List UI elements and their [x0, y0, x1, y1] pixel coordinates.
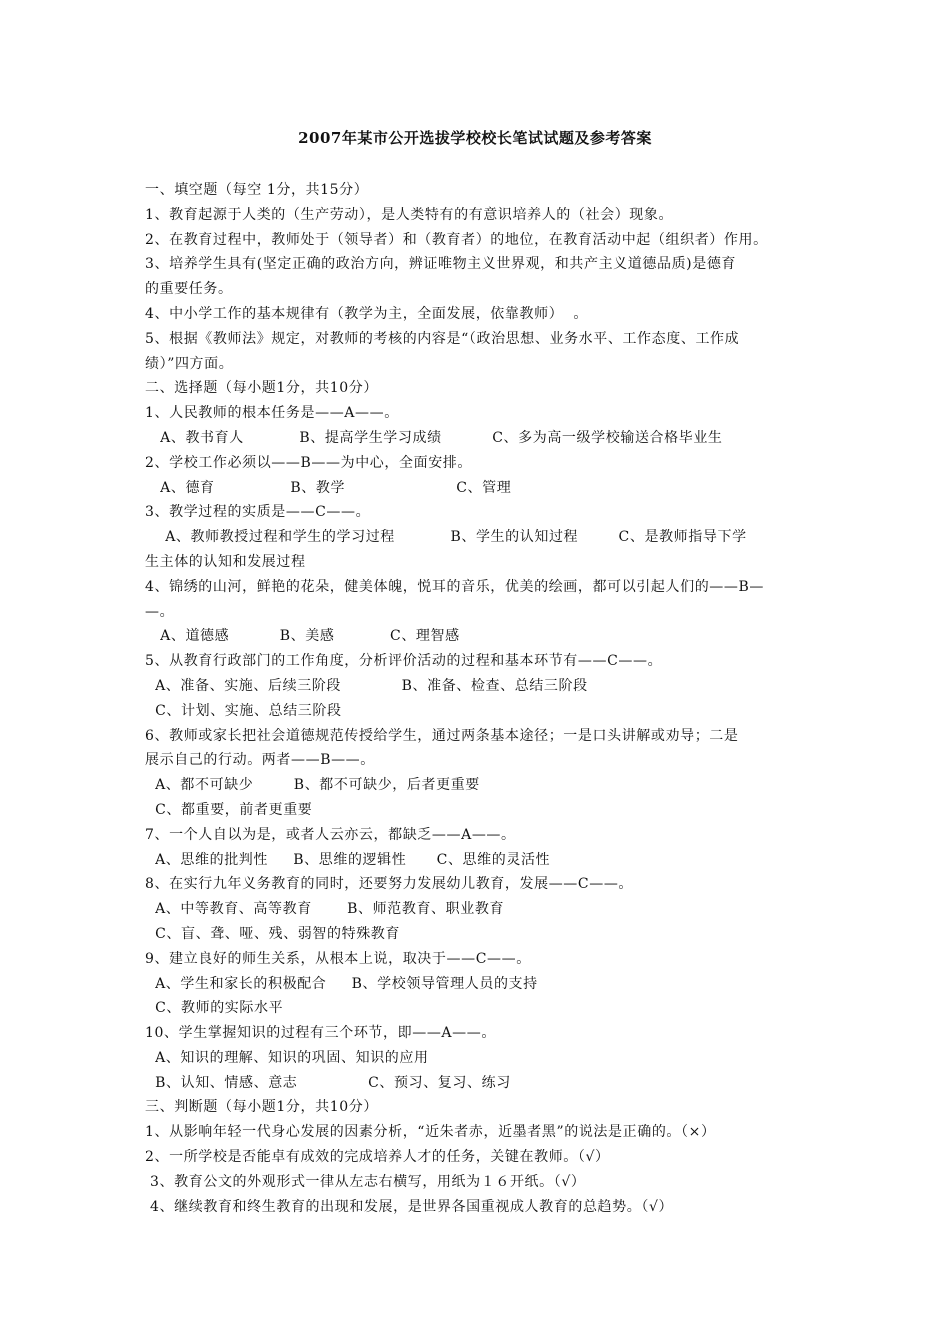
text-line: A、准备、实施、后续三阶段 B、准备、检查、总结三阶段 — [145, 677, 588, 694]
text-line: A、教书育人 B、提高学生学习成绩 C、多为高一级学校输送合格毕业生 — [145, 429, 723, 446]
text-line: 绩）”四方面。 — [145, 355, 234, 372]
text-line: 生主体的认知和发展过程 — [145, 553, 306, 570]
text-line: B、认知、情感、意志 C、预习、复习、练习 — [145, 1074, 511, 1091]
text-line: 1、人民教师的根本任务是——A——。 — [145, 405, 399, 422]
text-line: 一、填空题（每空 1分，共15分） — [145, 182, 369, 198]
text-line: 展示自己的行动。两者——B——。 — [145, 752, 375, 769]
text-line: 三、判断题（每小题1分，共10分） — [145, 1099, 378, 1116]
text-line: A、学生和家长的积极配合 B、学校领导管理人员的支持 — [145, 975, 538, 992]
text-line: 的重要任务。 — [145, 281, 233, 298]
text-line: 8、在实行九年义务教育的同时，还要努力发展幼儿教育，发展——C——。 — [145, 876, 634, 893]
text-line: 9、建立良好的师生关系，从根本上说，取决于——C——。 — [145, 950, 531, 967]
document-body — [145, 178, 810, 1219]
text-line: A、道德感 B、美感 C、理智感 — [145, 628, 460, 645]
text-line: 2、一所学校是否能卓有成效的完成培养人才的任务，关键在教师。（√） — [145, 1149, 610, 1166]
text-line: C、盲、聋、哑、残、弱智的特殊教育 — [145, 925, 401, 942]
text-line: C、都重要，前者更重要 — [145, 801, 313, 818]
text-line: 1、从影响年轻一代身心发展的因素分析，“近朱者赤，近墨者黑”的说法是正确的。（×） — [145, 1124, 716, 1141]
text-line: 二、选择题（每小题1分，共10分） — [145, 380, 378, 397]
text-line: C、教师的实际水平 — [145, 1000, 284, 1017]
text-line: 1、教育起源于人类的（生产劳动），是人类特有的有意识培养人的（社会）现象。 — [145, 206, 674, 223]
text-line: 4、继续教育和终生教育的出现和发展，是世界各国重视成人教育的总趋势。（√） — [145, 1198, 674, 1215]
document-title: 2007年某市公开选拔学校校长笔试试题及参考答案 — [298, 129, 652, 147]
text-line: A、知识的理解、知识的巩固、知识的应用 — [145, 1049, 429, 1066]
text-line: A、教师教授过程和学生的学习过程 B、学生的认知过程 C、是教师指导下学 — [145, 529, 747, 546]
text-line: 5、根据《教师法》规定，对教师的考核的内容是“（政治思想、业务水平、工作态度、工作成 — [145, 330, 740, 347]
text-line: C、计划、实施、总结三阶段 — [145, 702, 342, 719]
text-line: 7、一个人自以为是，或者人云亦云，都缺乏——A——。 — [145, 826, 516, 843]
text-line: A、中等教育、高等教育 B、师范教育、职业教育 — [145, 901, 505, 918]
text-line: 6、教师或家长把社会道德规范传授给学生，通过两条基本途径；一是口头讲解或劝导；二是 — [145, 727, 739, 744]
text-line: 10、学生掌握知识的过程有三个环节，即——A——。 — [145, 1025, 496, 1042]
text-line: 2、在教育过程中，教师处于（领导者）和（教育者）的地位，在教育活动中起（组织者）作用。 — [145, 231, 768, 248]
text-line: A、思维的批判性 B、思维的逻辑性 C、思维的灵活性 — [145, 851, 551, 868]
text-line: 4、中小学工作的基本规律有（教学为主，全面发展，依靠教师） 。 — [145, 305, 589, 322]
text-line: 3、培养学生具有(坚定正确的政治方向，辨证唯物主义世界观，和共产主义道德品质)是德育 — [145, 256, 737, 273]
text-line: 3、教育公文的外观形式一律从左志右横写，用纸为１６开纸。（√） — [145, 1173, 586, 1190]
text-line: 3、教学过程的实质是——C——。 — [145, 504, 371, 521]
text-line: 2、学校工作必须以——B——为中心，全面安排。 — [145, 454, 472, 471]
text-line: A、德育 B、教学 C、管理 — [145, 479, 512, 496]
text-line: 5、从教育行政部门的工作角度，分析评价活动的过程和基本环节有——C——。 — [145, 653, 663, 670]
text-line: 4、锦绣的山河，鲜艳的花朵，健美体魄，悦耳的音乐，优美的绘画，都可以引起人们的——B— — [145, 578, 764, 595]
text-line: —。 — [145, 603, 175, 620]
text-line: A、都不可缺少 B、都不可缺少，后者更重要 — [145, 777, 480, 794]
